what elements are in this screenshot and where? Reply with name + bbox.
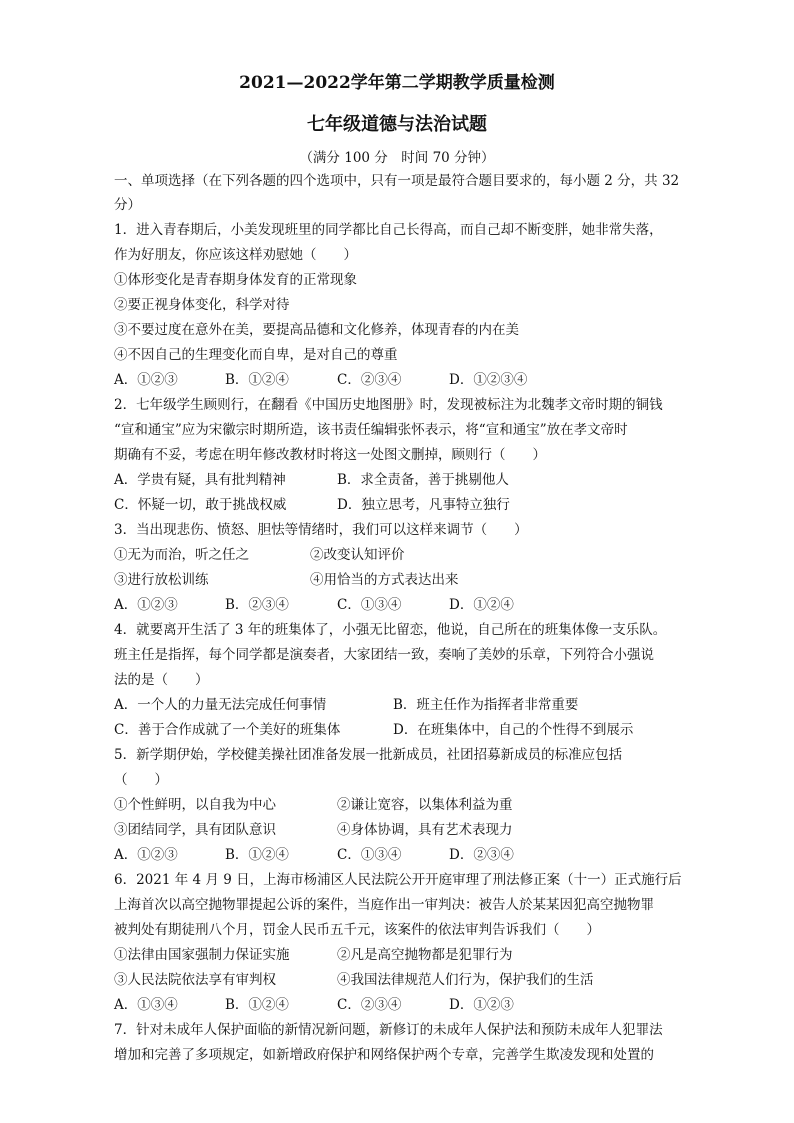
q1-option-c[interactable]: C．②③④ [337,372,402,388]
q5-option-a[interactable]: A．①②③ [114,847,178,863]
q2-stem: 2．七年级学生顾则行，在翻看《中国历史地图册》时，发现被标注为北魏孝文帝时期的铜钱 [114,397,663,413]
q5-statement-2: ②谦让宽容，以集体利益为重 [337,797,513,813]
q5-option-d[interactable]: D．②③④ [449,847,514,863]
q3-statement-1: ①无为而治，听之任之 [114,547,249,563]
q6-statement-3: ③人民法院依法享有审判权 [114,972,276,988]
q4-option-b[interactable]: B．班主任作为指挥者非常重要 [393,697,579,713]
q3-option-b[interactable]: B．②③④ [225,597,289,613]
q7-stem: 7．针对未成年人保护面临的新情况新问题，新修订的未成年人保护法和预防未成年人犯罪法 [114,1022,663,1038]
q6-stem: 6．2021 年 4 月 9 日，上海市杨浦区人民法院公开开庭审理了刑法修正案（十一）正式施行后 [114,872,682,888]
q4-option-d[interactable]: D．在班集体中，自己的个性得不到展示 [393,722,634,738]
q6-option-a[interactable]: A．①③④ [114,997,178,1013]
q6-stem-cont: 被判处有期徒刑八个月，罚金人民币五千元，该案件的依法审判告诉我们（ ） [114,922,600,938]
q5-statement-3: ③团结同学，具有团队意识 [114,822,276,838]
q4-stem: 4．就要离开生活了 3 年的班集体了，小强无比留恋，他说，自己所在的班集体像一支乐队。 [114,622,667,638]
q2-option-c[interactable]: C．怀疑一切，敢于挑战权威 [114,497,287,513]
q2-option-d[interactable]: D．独立思考，凡事特立独行 [337,497,510,513]
q6-stem-cont: 上海首次以高空抛物罪提起公诉的案件，当庭作出一审判决：被告人於某某因犯高空抛物罪 [114,897,654,913]
q1-statement-2: ②要正视身体变化，科学对待 [114,297,290,313]
section-heading: 一、单项选择（在下列各题的四个选项中，只有一项是最符合题目要求的，每小题 2 分，共 32 [114,173,680,189]
q5-option-b[interactable]: B．①②④ [225,847,289,863]
q5-option-c[interactable]: C．①③④ [337,847,402,863]
q6-statement-2: ②凡是高空抛物都是犯罪行为 [337,947,513,963]
q1-option-a[interactable]: A．①②③ [114,372,178,388]
q1-option-b[interactable]: B．①②④ [225,372,289,388]
q2-stem-cont: “宣和通宝”应为宋徽宗时期所造，该书责任编辑张怀表示，将“宣和通宝”放在孝文帝时 [114,422,628,438]
q3-statement-3: ③进行放松训练 [114,572,209,588]
exam-subtitle: 七年级道德与法治试题 [307,114,487,135]
q2-option-b[interactable]: B．求全责备，善于挑剔他人 [337,472,509,488]
q6-option-c[interactable]: C．②③④ [337,997,402,1013]
q4-option-c[interactable]: C．善于合作成就了一个美好的班集体 [114,722,341,738]
q3-option-d[interactable]: D．①②④ [449,597,514,613]
q3-statement-4: ④用恰当的方式表达出来 [310,572,459,588]
exam-title: 2021—2022学年第二学期教学质量检测 [239,73,555,93]
q2-option-a[interactable]: A．学贵有疑，具有批判精神 [114,472,286,488]
q1-option-d[interactable]: D．①②③④ [449,372,528,388]
q7-stem-cont: 增加和完善了多项规定，如新增政府保护和网络保护两个专章，完善学生欺凌发现和处置的 [114,1047,654,1063]
q6-statement-4: ④我国法律规范人们行为，保护我们的生活 [337,972,594,988]
q3-statement-2: ②改变认知评价 [310,547,405,563]
q3-option-a[interactable]: A．①②③ [114,597,178,613]
q1-stem: 1．进入青春期后，小美发现班里的同学都比自己长得高，而自己却不断变胖，她非常失落， [114,222,663,238]
q6-option-d[interactable]: D．①②③ [449,997,514,1013]
q5-stem: 5．新学期伊始，学校健美操社团准备发展一批新成员，社团招募新成员的标准应包括 [114,747,623,763]
q3-stem: 3．当出现悲伤、愤怒、胆怯等情绪时，我们可以这样来调节（ ） [114,522,528,538]
exam-meta: （满分 100 分 时间 70 分钟） [299,150,495,166]
q1-statement-4: ④不因自己的生理变化而自卑，是对自己的尊重 [114,347,398,363]
section-heading-cont: 分） [114,197,141,213]
q5-statement-1: ①个性鲜明，以自我为中心 [114,797,276,813]
q6-statement-1: ①法律由国家强制力保证实施 [114,947,290,963]
q1-statement-1: ①体形变化是青春期身体发育的正常现象 [114,272,357,288]
q5-stem-cont: （ ） [114,772,168,788]
q2-stem-cont: 期确有不妥，考虑在明年修改教材时将这一处图文删掉，顾则行（ ） [114,447,546,463]
q4-stem-cont: 班主任是指挥，每个同学都是演奏者，大家团结一致，奏响了美妙的乐章，下列符合小强说 [114,647,654,663]
q3-option-c[interactable]: C．①③④ [337,597,402,613]
q4-option-a[interactable]: A．一个人的力量无法完成任何事情 [114,697,327,713]
q5-statement-4: ④身体协调，具有艺术表现力 [337,822,513,838]
q4-stem-cont: 法的是（ ） [114,672,209,688]
q1-stem-cont: 作为好朋友，你应该这样劝慰她（ ） [114,247,357,263]
q1-statement-3: ③不要过度在意外在美，要提高品德和文化修养，体现青春的内在美 [114,322,519,338]
q6-option-b[interactable]: B．①②④ [225,997,289,1013]
